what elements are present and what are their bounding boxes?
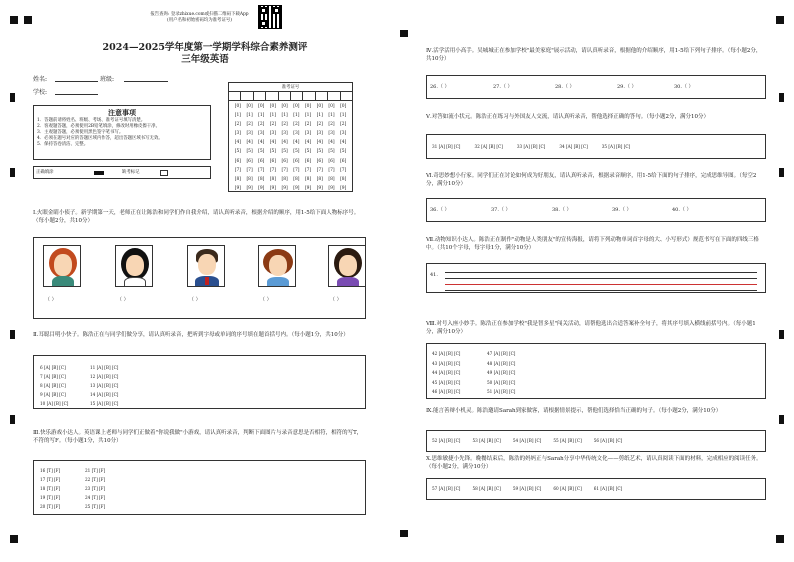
q1-answer-1[interactable]: （ ） xyxy=(45,297,57,303)
center-mark xyxy=(400,30,408,37)
bubble-row: 6 [A] [B] [C] xyxy=(40,365,66,370)
corner-mark-top-left xyxy=(10,16,18,24)
notes-box xyxy=(33,105,211,160)
page-title: 2024—2025学年度第一学期学科综合素养测评 xyxy=(102,42,308,53)
bubble-row: 9 [A] [B] [C] xyxy=(40,392,66,397)
q6-answer: 39.（ ） xyxy=(612,207,632,213)
timing-mark xyxy=(779,168,784,177)
q1-answer-5[interactable]: （ ） xyxy=(330,297,342,303)
q2-answer-area[interactable] xyxy=(33,355,366,409)
q4-answer: 30.（ ） xyxy=(674,84,694,90)
q8-answer-area[interactable] xyxy=(426,343,766,399)
bubble-row: 10 [A] [B] [C] xyxy=(40,401,69,406)
bubble-group: 58 [A] [B] [C] xyxy=(472,486,501,491)
bubble-group: 54 [A] [B] [C] xyxy=(512,438,542,443)
q10-title: Ⅹ.思维敏捷小先锋。晚餐结束后，陈浩的妈妈正与Sarah分享中华传统文化——剪纸艺术，请认真阅读下面的材料，完成相应的阅读任务。（每小题2分，满分10分） xyxy=(426,456,762,470)
fill-sample-box xyxy=(33,166,211,179)
q6-answer: 40.（ ） xyxy=(672,207,692,213)
q3-answer-area[interactable] xyxy=(33,460,366,515)
bubble-row: 11 [A] [B] [C] xyxy=(90,365,119,370)
bubble-group: 33 [A] [B] [C] xyxy=(516,144,546,149)
header-line-2: (用户名和初始密码均为准考证号) xyxy=(167,18,232,23)
bubble-row: 49 [A] [B] [C] xyxy=(487,370,516,375)
bubble-row: 44 [A] [B] [C] xyxy=(432,370,461,375)
four-line-grid xyxy=(445,272,757,273)
note-item: 2．客观题答题，必须使用2B铅笔填涂，修改时用橡皮擦干净。 xyxy=(37,124,160,129)
q4-answer: 29.（ ） xyxy=(617,84,637,90)
note-item: 3．主观题答题，必须使用黑色签字笔书写。 xyxy=(37,130,124,135)
bubble-row: 46 [A] [B] [C] xyxy=(432,389,461,394)
center-mark xyxy=(400,530,408,537)
boy-portrait xyxy=(187,245,225,287)
bubble-row: 50 [A] [B] [C] xyxy=(487,379,516,385)
bubble-group: 55 [A] [B] [C] xyxy=(553,438,582,443)
corner-mark-top-left-2 xyxy=(24,16,32,24)
correct-fill-label: 正确填涂 xyxy=(36,170,54,175)
timing-mark xyxy=(779,415,784,424)
q4-answer: 27.（ ） xyxy=(493,84,513,90)
girl-portrait-1 xyxy=(43,245,81,287)
bubble-group: 53 [A] [B] [C] xyxy=(472,438,501,443)
bubble-group: 35 [A] [B] [C] xyxy=(601,144,631,149)
bubble-row: 47 [A] [B] [C] xyxy=(487,351,516,356)
absent-mark-box[interactable] xyxy=(160,170,168,176)
corner-mark-bottom-left xyxy=(10,535,18,543)
q7-title: Ⅶ.动物知识小达人。陈浩正在制作"动物是人类朋友"的宣传海报，请将下列动物单词首字母的大、小写形式）规范书写在下面的四线三格中。（共10个字母，每字母1分，满分10分） xyxy=(426,237,759,251)
bubble-group: 52 [A] [B] [C] xyxy=(432,438,461,443)
q8-title: Ⅷ.对号入座小妙手。陈浩正在参加学校"我是智多星"闯关活动，请帮他选出合适答案补全句子，将其序号填入横线前括号内。（每小题1分，满分10分） xyxy=(426,321,756,335)
header-line-1: 报告查询: 登录zhixue.com或扫描二维码下载App xyxy=(150,12,249,17)
bubble-group: 59 [A] [B] [C] xyxy=(512,486,542,491)
q10-answer-area[interactable] xyxy=(426,478,766,500)
timing-mark xyxy=(779,93,784,102)
bubble-row: 20 [T] [F] xyxy=(40,504,61,509)
bubble-group: 60 [A] [B] [C] xyxy=(553,486,582,491)
girl-portrait-3 xyxy=(258,245,296,287)
bubble-group: 56 [A] [B] [C] xyxy=(593,438,623,443)
page-subtitle: 三年级英语 xyxy=(181,54,229,65)
school-field[interactable] xyxy=(55,94,98,95)
class-field[interactable] xyxy=(124,81,168,82)
qr-code xyxy=(258,5,282,29)
q4-answer: 26.（ ） xyxy=(430,84,450,90)
bubble-row: 45 [A] [B] [C] xyxy=(432,379,461,385)
report-header xyxy=(142,12,257,24)
bubble-row: 51 [A] [B] [C] xyxy=(487,389,516,394)
exam-number-grid xyxy=(228,82,353,192)
bubble-row: 43 [A] [B] [C] xyxy=(432,360,461,366)
timing-mark xyxy=(10,330,15,339)
bubble-row: 24 [T] [F] xyxy=(85,495,106,500)
q5-answer-area[interactable] xyxy=(426,134,766,159)
note-item: 5．保持答卷清洁、完整。 xyxy=(37,142,89,147)
exam-number-bubbles[interactable]: [0] [1] [2] [3] [4] [5] [6] [7] [8] [9] [0] [1] [2] [3] [4] [5] [6] [7] [8] [9] [0] [1] [2] [3] [4] [5] [6] [7] [8] [9] [0] [1] [2] [3] [4] [5] [6] [7] [8] [9] [0] [1] [2] [3] [4] [5] [6] [7] [8] [9] [0] [1] [2] [3] [4] [5] [6] [7] [8] [9] [0] [1] [2] [3] [4] [5] [6] [7] [8] [9] [0] [1] [2] [3] [4] [5] [6] [7] [8] [9] [0] [1] [2] [3] [4] [5] [6] [7] [8] [9] [0] [1] [2] [3] [4] [5] [6] [7] [8] [9] xyxy=(234,104,347,191)
q3-title: Ⅲ.快乐游戏小达人。英语课上老师与同学们正做着"你说我做"小游戏，请认真听录音，判断下面图片与录音意思是否相符，相符的写T，不符的写F。（每小题1分，共10分） xyxy=(33,430,363,444)
q6-title: Ⅵ.奇思妙想小行家。同学们正在讨论如何成为好朋友，请认真听录音，根据录音顺序，用1-5给下面的句子排序，完成思维导图。（每空2分，满分10分） xyxy=(426,173,757,187)
q7-answer-area[interactable] xyxy=(426,263,766,293)
q6-answer: 38.（ ） xyxy=(552,207,572,213)
corner-mark-bottom-right xyxy=(776,535,784,543)
bubble-group: 34 [A] [B] [C] xyxy=(559,144,588,149)
timing-mark xyxy=(10,415,15,424)
bubble-row: 19 [T] [F] xyxy=(40,495,61,500)
bubble-group: 61 [A] [B] [C] xyxy=(593,486,623,491)
bubble-row: 13 [A] [B] [C] xyxy=(90,383,119,388)
notes-title: 注意事项 xyxy=(108,108,136,117)
bubble-group: 31 [A] [B] [C] xyxy=(432,144,461,149)
girl-portrait-2 xyxy=(115,245,153,287)
q7-number: 41. xyxy=(430,272,438,278)
bubble-row: 16 [T] [F] xyxy=(40,468,61,473)
bubble-row: 21 [T] [F] xyxy=(85,468,106,473)
bubble-row: 8 [A] [B] [C] xyxy=(40,383,66,388)
q6-answer: 36.（ ） xyxy=(430,207,450,213)
bubble-row: 14 [A] [B] [C] xyxy=(90,392,119,397)
class-label: 班级: xyxy=(100,76,115,83)
bubble-row: 17 [T] [F] xyxy=(40,477,61,482)
bubble-row: 25 [T] [F] xyxy=(85,504,106,509)
q6-answer-area[interactable] xyxy=(426,198,766,222)
q9-title: Ⅸ.能言善辩小机灵。陈浩邀请Sarah到家做客，请根据情景提示，帮他们选择恰当正确的句子。（每小题2分，满分10分） xyxy=(426,408,722,414)
timing-mark xyxy=(779,330,784,339)
bubble-row: 23 [T] [F] xyxy=(85,486,106,491)
bubble-group: 57 [A] [B] [C] xyxy=(432,486,461,491)
q4-answer-area[interactable] xyxy=(426,75,766,99)
q2-title: Ⅱ.耳聪目明小快子。陈浩正在与同学们做分享，请认真听录音，把听到字母或单词的序号填在题首括号内。（每小题1分，共10分） xyxy=(33,332,349,338)
q6-answer: 37.（ ） xyxy=(491,207,511,213)
q1-answer-3[interactable]: （ ） xyxy=(189,297,201,303)
note-item: 4．必须在题号对应的答题区域内作答，超出答题区域书写无效。 xyxy=(37,136,163,141)
bubble-row: 48 [A] [B] [C] xyxy=(487,360,516,366)
timing-mark xyxy=(10,93,15,102)
school-label: 学校: xyxy=(33,89,48,96)
correct-fill-sample xyxy=(94,171,104,175)
girl-portrait-4 xyxy=(328,245,366,287)
q9-answer-area[interactable] xyxy=(426,430,766,452)
timing-mark xyxy=(10,168,15,177)
q4-answer: 28.（ ） xyxy=(555,84,575,90)
bubble-row: 22 [T] [F] xyxy=(85,477,106,482)
q1-title: Ⅰ.火眼金睛小侦子。新学期第一天，老师正在让陈浩和同学们作自我介绍，请认真听录音，根据介绍的顺序，用1-5给下面人物标序号。（每小题2分，共10分） xyxy=(33,210,360,224)
q5-title: Ⅴ.对答如流小状元。陈浩正在练习与外国友人交流，请认真听录音，帮他选择正确的答句。（每小题2分，满分10分） xyxy=(426,114,709,120)
absent-mark-label: 缺考标记 xyxy=(122,170,140,175)
exam-number-write-row[interactable] xyxy=(229,92,352,101)
bubble-row: 12 [A] [B] [C] xyxy=(90,374,119,379)
corner-mark-top-right xyxy=(776,16,784,24)
q1-answer-4[interactable]: （ ） xyxy=(260,297,272,303)
name-field[interactable] xyxy=(55,81,98,82)
bubble-row: 15 [A] [B] [C] xyxy=(90,401,119,406)
exam-number-label: 准考证号 xyxy=(229,83,352,92)
name-label: 姓名: xyxy=(33,76,48,83)
bubble-row: 7 [A] [B] [C] xyxy=(40,374,66,379)
bubble-row: 42 [A] [B] [C] xyxy=(432,351,461,356)
note-item: 1．答题前请将姓名、班级、考场、准考证号填写清楚。 xyxy=(37,118,146,123)
bubble-group: 32 [A] [B] [C] xyxy=(474,144,503,149)
q1-answer-2[interactable]: （ ） xyxy=(117,297,129,303)
bubble-row: 18 [T] [F] xyxy=(40,486,61,491)
q4-title: Ⅳ.活学活用小高手。吴城城正在参加学校"最美家庭"展示活动，请认真听录音，根据他的介绍顺序，用1-5给下列句子排序。（每小题2分，共10分） xyxy=(426,48,762,62)
